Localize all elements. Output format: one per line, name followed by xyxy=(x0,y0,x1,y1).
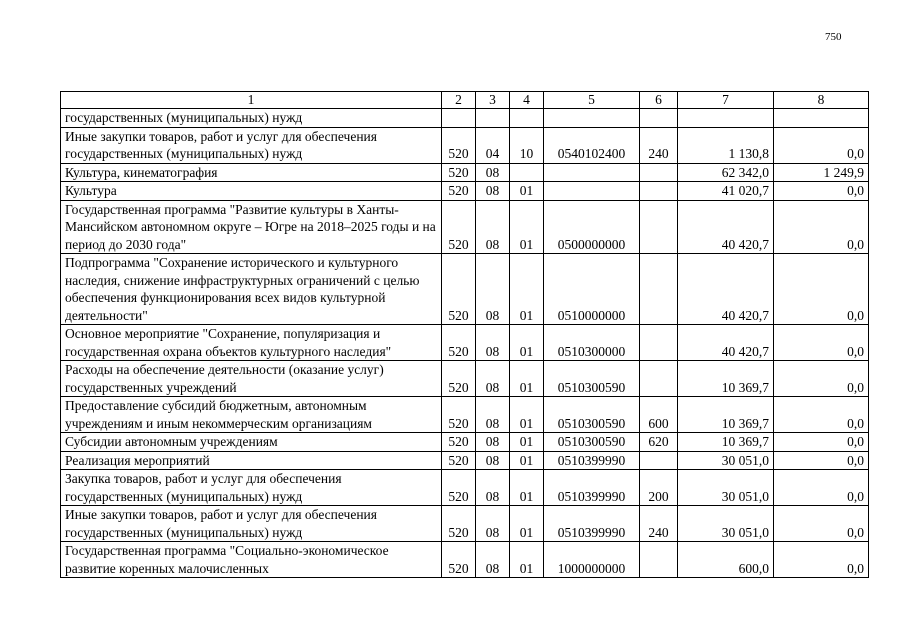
gr-code-cell: 520 xyxy=(442,470,476,506)
podrazdel-code-cell: 01 xyxy=(510,506,544,542)
razdel-code-cell: 08 xyxy=(476,451,510,470)
target-article-cell: 0510300590 xyxy=(544,361,640,397)
razdel-code-cell: 08 xyxy=(476,506,510,542)
amount-cell: 0,0 xyxy=(774,506,869,542)
row-name-cell: Культура, кинематография xyxy=(61,163,442,182)
target-article-cell: 0510300590 xyxy=(544,433,640,452)
target-article-cell: 0510399990 xyxy=(544,470,640,506)
row-name-cell: Государственная программа "Социально-экономическое развитие коренных малочисленных xyxy=(61,542,442,578)
amount-cell: 30 051,0 xyxy=(678,470,774,506)
podrazdel-code-cell: 01 xyxy=(510,470,544,506)
expense-type-cell: 600 xyxy=(640,397,678,433)
expense-type-cell xyxy=(640,109,678,128)
razdel-code-cell: 08 xyxy=(476,163,510,182)
podrazdel-code-cell: 01 xyxy=(510,451,544,470)
target-article-cell: 0510300000 xyxy=(544,325,640,361)
table-row xyxy=(61,127,869,163)
row-name-cell: Основное мероприятие "Сохранение, популяризация и государственная охрана объектов культурного наследия" xyxy=(61,325,442,361)
podrazdel-code-cell: 10 xyxy=(510,127,544,163)
column-header: 4 xyxy=(510,92,544,109)
razdel-code-cell: 08 xyxy=(476,470,510,506)
razdel-code-cell: 04 xyxy=(476,127,510,163)
razdel-code-cell: 08 xyxy=(476,182,510,201)
razdel-code-cell: 08 xyxy=(476,325,510,361)
target-article-cell: 0510300590 xyxy=(544,397,640,433)
amount-cell: 62 342,0 xyxy=(678,163,774,182)
target-article-cell xyxy=(544,109,640,128)
table-row xyxy=(61,433,869,452)
table-row xyxy=(61,506,869,542)
amount-cell: 40 420,7 xyxy=(678,200,774,254)
amount-cell: 0,0 xyxy=(774,254,869,325)
table-row xyxy=(61,200,869,254)
table-row xyxy=(61,182,869,201)
podrazdel-code-cell: 01 xyxy=(510,182,544,201)
amount-cell: 10 369,7 xyxy=(678,397,774,433)
row-name-cell: Реализация мероприятий xyxy=(61,451,442,470)
razdel-code-cell: 08 xyxy=(476,433,510,452)
razdel-code-cell: 08 xyxy=(476,542,510,578)
table-row xyxy=(61,451,869,470)
gr-code-cell: 520 xyxy=(442,397,476,433)
column-header: 2 xyxy=(442,92,476,109)
amount-cell: 1 130,8 xyxy=(678,127,774,163)
expense-type-cell xyxy=(640,361,678,397)
row-name-cell: Закупка товаров, работ и услуг для обеспечения государственных (муниципальных) нужд xyxy=(61,470,442,506)
row-name-cell: Предоставление субсидий бюджетным, автономным учреждениям и иным некоммерческим организациям xyxy=(61,397,442,433)
expense-type-cell xyxy=(640,200,678,254)
razdel-code-cell xyxy=(476,109,510,128)
gr-code-cell: 520 xyxy=(442,182,476,201)
gr-code-cell: 520 xyxy=(442,254,476,325)
amount-cell: 41 020,7 xyxy=(678,182,774,201)
column-header: 6 xyxy=(640,92,678,109)
table-body xyxy=(61,92,869,578)
amount-cell: 0,0 xyxy=(774,361,869,397)
table-row xyxy=(61,361,869,397)
amount-cell: 30 051,0 xyxy=(678,506,774,542)
gr-code-cell: 520 xyxy=(442,127,476,163)
row-name-cell: Подпрограмма "Сохранение исторического и культурного наследия, снижение инфраструктурных ограничений с целью обеспечения функционирования всех видов культурной деятельности" xyxy=(61,254,442,325)
gr-code-cell xyxy=(442,109,476,128)
target-article-cell: 0510000000 xyxy=(544,254,640,325)
row-name-cell: Субсидии автономным учреждениям xyxy=(61,433,442,452)
table-header-row xyxy=(61,92,869,109)
amount-cell: 0,0 xyxy=(774,397,869,433)
gr-code-cell: 520 xyxy=(442,542,476,578)
row-name-cell: государственных (муниципальных) нужд xyxy=(61,109,442,128)
amount-cell: 0,0 xyxy=(774,470,869,506)
amount-cell: 0,0 xyxy=(774,433,869,452)
target-article-cell: 0510399990 xyxy=(544,506,640,542)
podrazdel-code-cell: 01 xyxy=(510,397,544,433)
amount-cell: 40 420,7 xyxy=(678,325,774,361)
table-row xyxy=(61,325,869,361)
razdel-code-cell: 08 xyxy=(476,254,510,325)
amount-cell: 0,0 xyxy=(774,200,869,254)
expense-type-cell: 240 xyxy=(640,506,678,542)
razdel-code-cell: 08 xyxy=(476,397,510,433)
target-article-cell: 0510399990 xyxy=(544,451,640,470)
table-row xyxy=(61,254,869,325)
expense-type-cell xyxy=(640,325,678,361)
column-header: 3 xyxy=(476,92,510,109)
amount-cell: 10 369,7 xyxy=(678,433,774,452)
row-name-cell: Иные закупки товаров, работ и услуг для обеспечения государственных (муниципальных) нужд xyxy=(61,127,442,163)
amount-cell: 0,0 xyxy=(774,542,869,578)
target-article-cell: 0500000000 xyxy=(544,200,640,254)
podrazdel-code-cell: 01 xyxy=(510,542,544,578)
gr-code-cell: 520 xyxy=(442,451,476,470)
gr-code-cell: 520 xyxy=(442,433,476,452)
budget-table xyxy=(60,91,869,578)
amount-cell: 10 369,7 xyxy=(678,361,774,397)
gr-code-cell: 520 xyxy=(442,200,476,254)
expense-type-cell: 200 xyxy=(640,470,678,506)
row-name-cell: Государственная программа "Развитие культуры в Ханты-Мансийском автономном округе – Югре на 2018–2025 годы и на период до 2030 года" xyxy=(61,200,442,254)
amount-cell xyxy=(678,109,774,128)
expense-type-cell xyxy=(640,451,678,470)
gr-code-cell: 520 xyxy=(442,325,476,361)
table-row xyxy=(61,470,869,506)
target-article-cell: 1000000000 xyxy=(544,542,640,578)
amount-cell xyxy=(774,109,869,128)
amount-cell: 0,0 xyxy=(774,182,869,201)
column-header: 1 xyxy=(61,92,442,109)
expense-type-cell: 620 xyxy=(640,433,678,452)
table-row xyxy=(61,109,869,128)
target-article-cell xyxy=(544,182,640,201)
column-header: 8 xyxy=(774,92,869,109)
expense-type-cell xyxy=(640,254,678,325)
row-name-cell: Культура xyxy=(61,182,442,201)
expense-type-cell: 240 xyxy=(640,127,678,163)
podrazdel-code-cell xyxy=(510,163,544,182)
amount-cell: 30 051,0 xyxy=(678,451,774,470)
podrazdel-code-cell: 01 xyxy=(510,254,544,325)
page-number: 750 xyxy=(825,31,842,43)
amount-cell: 40 420,7 xyxy=(678,254,774,325)
gr-code-cell: 520 xyxy=(442,361,476,397)
table-row xyxy=(61,397,869,433)
row-name-cell: Иные закупки товаров, работ и услуг для обеспечения государственных (муниципальных) нужд xyxy=(61,506,442,542)
target-article-cell xyxy=(544,163,640,182)
column-header: 7 xyxy=(678,92,774,109)
table-row xyxy=(61,542,869,578)
amount-cell: 600,0 xyxy=(678,542,774,578)
podrazdel-code-cell: 01 xyxy=(510,433,544,452)
podrazdel-code-cell: 01 xyxy=(510,325,544,361)
podrazdel-code-cell xyxy=(510,109,544,128)
amount-cell: 0,0 xyxy=(774,451,869,470)
amount-cell: 1 249,9 xyxy=(774,163,869,182)
razdel-code-cell: 08 xyxy=(476,361,510,397)
razdel-code-cell: 08 xyxy=(476,200,510,254)
expense-type-cell xyxy=(640,163,678,182)
expense-type-cell xyxy=(640,542,678,578)
amount-cell: 0,0 xyxy=(774,127,869,163)
gr-code-cell: 520 xyxy=(442,506,476,542)
column-header: 5 xyxy=(544,92,640,109)
podrazdel-code-cell: 01 xyxy=(510,361,544,397)
expense-type-cell xyxy=(640,182,678,201)
target-article-cell: 0540102400 xyxy=(544,127,640,163)
amount-cell: 0,0 xyxy=(774,325,869,361)
table-row xyxy=(61,163,869,182)
row-name-cell: Расходы на обеспечение деятельности (оказание услуг) государственных учреждений xyxy=(61,361,442,397)
gr-code-cell: 520 xyxy=(442,163,476,182)
podrazdel-code-cell: 01 xyxy=(510,200,544,254)
